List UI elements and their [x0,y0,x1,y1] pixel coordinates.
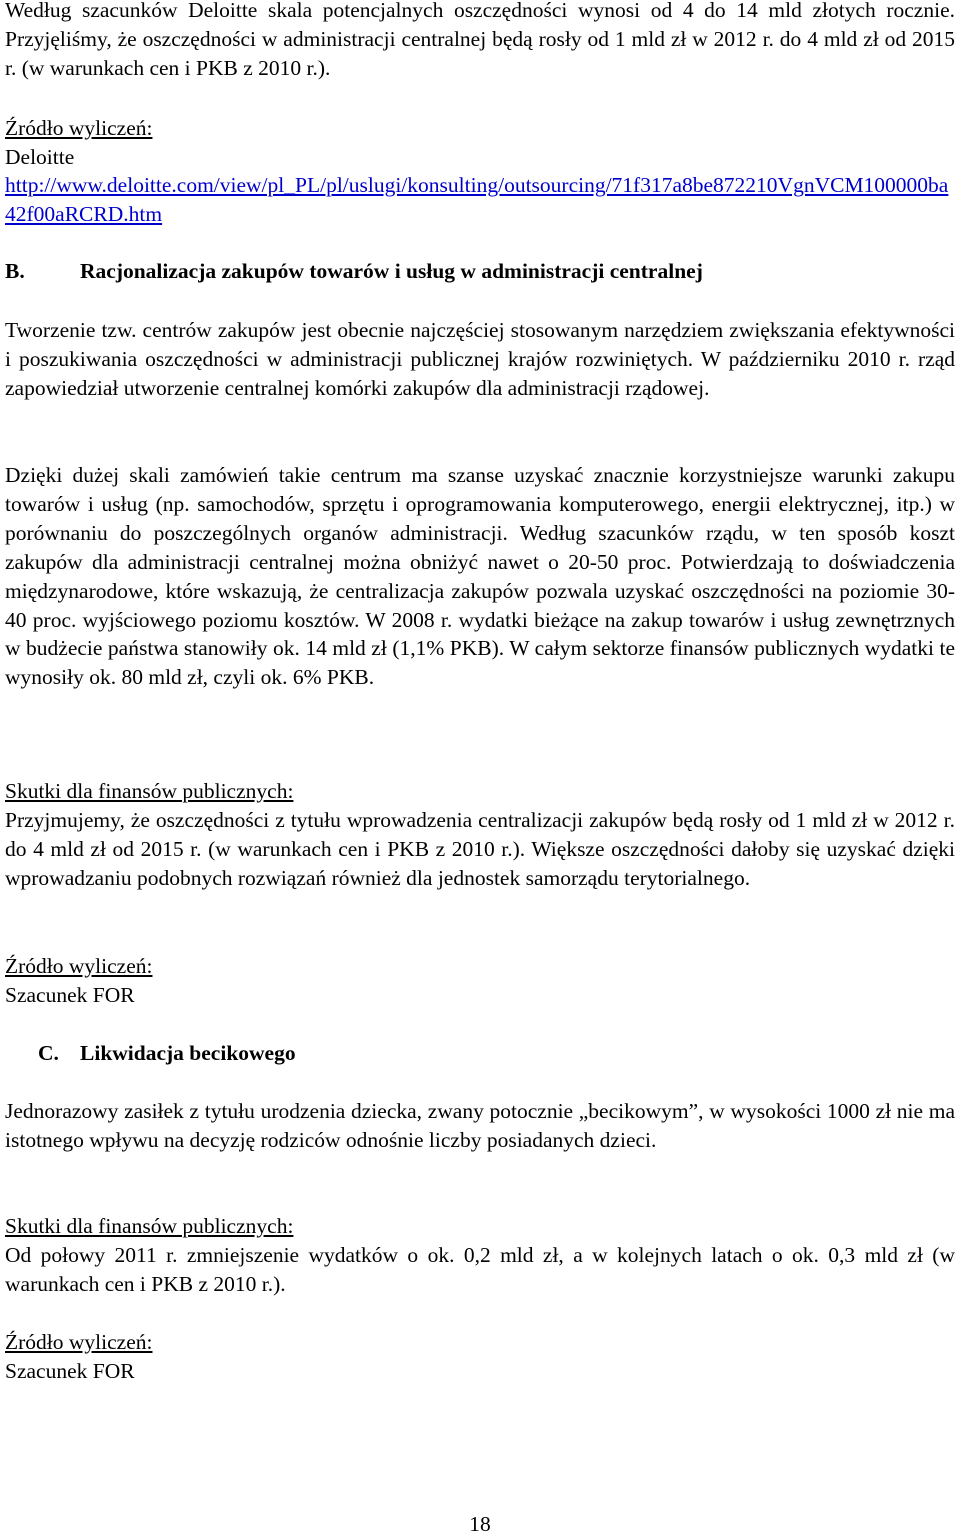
section-b-title: Racjonalizacja zakupów towarów i usług w administracji centralnej [80,259,703,283]
section-c-title: Likwidacja becikowego [80,1041,296,1065]
source-value: Deloitte [5,145,75,169]
section-c-source-label: Źródło wyliczeń: [5,1330,153,1354]
section-c-source-value: Szacunek FOR [5,1359,135,1383]
section-c-effects-label: Skutki dla finansów publicznych: [5,1214,294,1238]
section-b-letter: B. [5,259,25,283]
section-b-effects-label: Skutki dla finansów publicznych: [5,779,294,803]
page-number: 18 [469,1512,491,1536]
source-label: Źródło wyliczeń: [5,116,153,140]
section-c-effects-text: Od połowy 2011 r. zmniejszenie wydatków o ok. 0,2 mld zł, a w kolejnych latach o ok. 0,3 mld zł (w warunkach cen i PKB z 2010 r.). [5,1243,955,1296]
source-link[interactable]: http://www.deloitte.com/view/pl_PL/pl/uslugi/konsulting/outsourcing/71f317a8be872210VgnVCM100000ba42f00aRCRD.htm [5,173,949,226]
section-c-paragraph-1: Jednorazowy zasiłek z tytułu urodzenia dziecka, zwany potocznie „becikowym”, w wysokości 1000 zł nie ma istotnego wpływu na decyzję rodziców odnośnie liczby posiadanych dzieci. [5,1099,955,1152]
section-b-paragraph-1: Tworzenie tzw. centrów zakupów jest obecnie najczęściej stosowanym narzędziem zwiększania efektywności i poszukiwania oszczędności w administracji publicznej krajów rozwiniętych. W październiku 2010 r. rząd zapowiedział utworzenie centralnej komórki zakupów dla administracji rządowej. [5,318,955,400]
intro-paragraph: Według szacunków Deloitte skala potencjalnych oszczędności wynosi od 4 do 14 mld złotych rocznie. Przyjęliśmy, że oszczędności w administracji centralnej będą rosły od 1 mld zł w 2012 r. do 4 mld zł od 2015 r. (w warunkach cen i PKB z 2010 r.). [5,0,955,80]
section-c-letter: C. [38,1041,59,1065]
section-b-effects-text: Przyjmujemy, że oszczędności z tytułu wprowadzenia centralizacji zakupów będą rosły od 1 mld zł w 2012 r. do 4 mld zł od 2015 r. (w warunkach cen i PKB z 2010 r.). Większe oszczędności dałoby się uzyskać dzięki wprowadzaniu podobnych rozwiązań również dla jednostek samorządu terytorialnego. [5,808,955,890]
section-b-source-label: Źródło wyliczeń: [5,954,153,978]
section-b-paragraph-2: Dzięki dużej skali zamówień takie centrum ma szanse uzyskać znacznie korzystniejsze warunki zakupu towarów i usług (np. samochodów, sprzętu i oprogramowania komputerowego, energii elektrycznej, itp.) w porównaniu do poszczególnych organów administracji. Według szacunków rządu, w ten sposób koszt zakupów dla administracji centralnej można obniżyć nawet o 20-50 proc. Potwierdzają to doświadczenia międzynarodowe, które wskazują, że centralizacja zakupów pozwala uzyskać oszczędności na poziomie 30-40 proc. wyjściowego poziomu kosztów. W 2008 r. wydatki bieżące na zakup towarów i usług zewnętrznych w budżecie państwa stanowiły ok. 14 mld zł (1,1% PKB). W całym sektorze finansów publicznych wydatki te wynosiły ok. 80 mld zł, czyli ok. 6% PKB. [5,463,955,690]
section-b-source-value: Szacunek FOR [5,983,135,1007]
